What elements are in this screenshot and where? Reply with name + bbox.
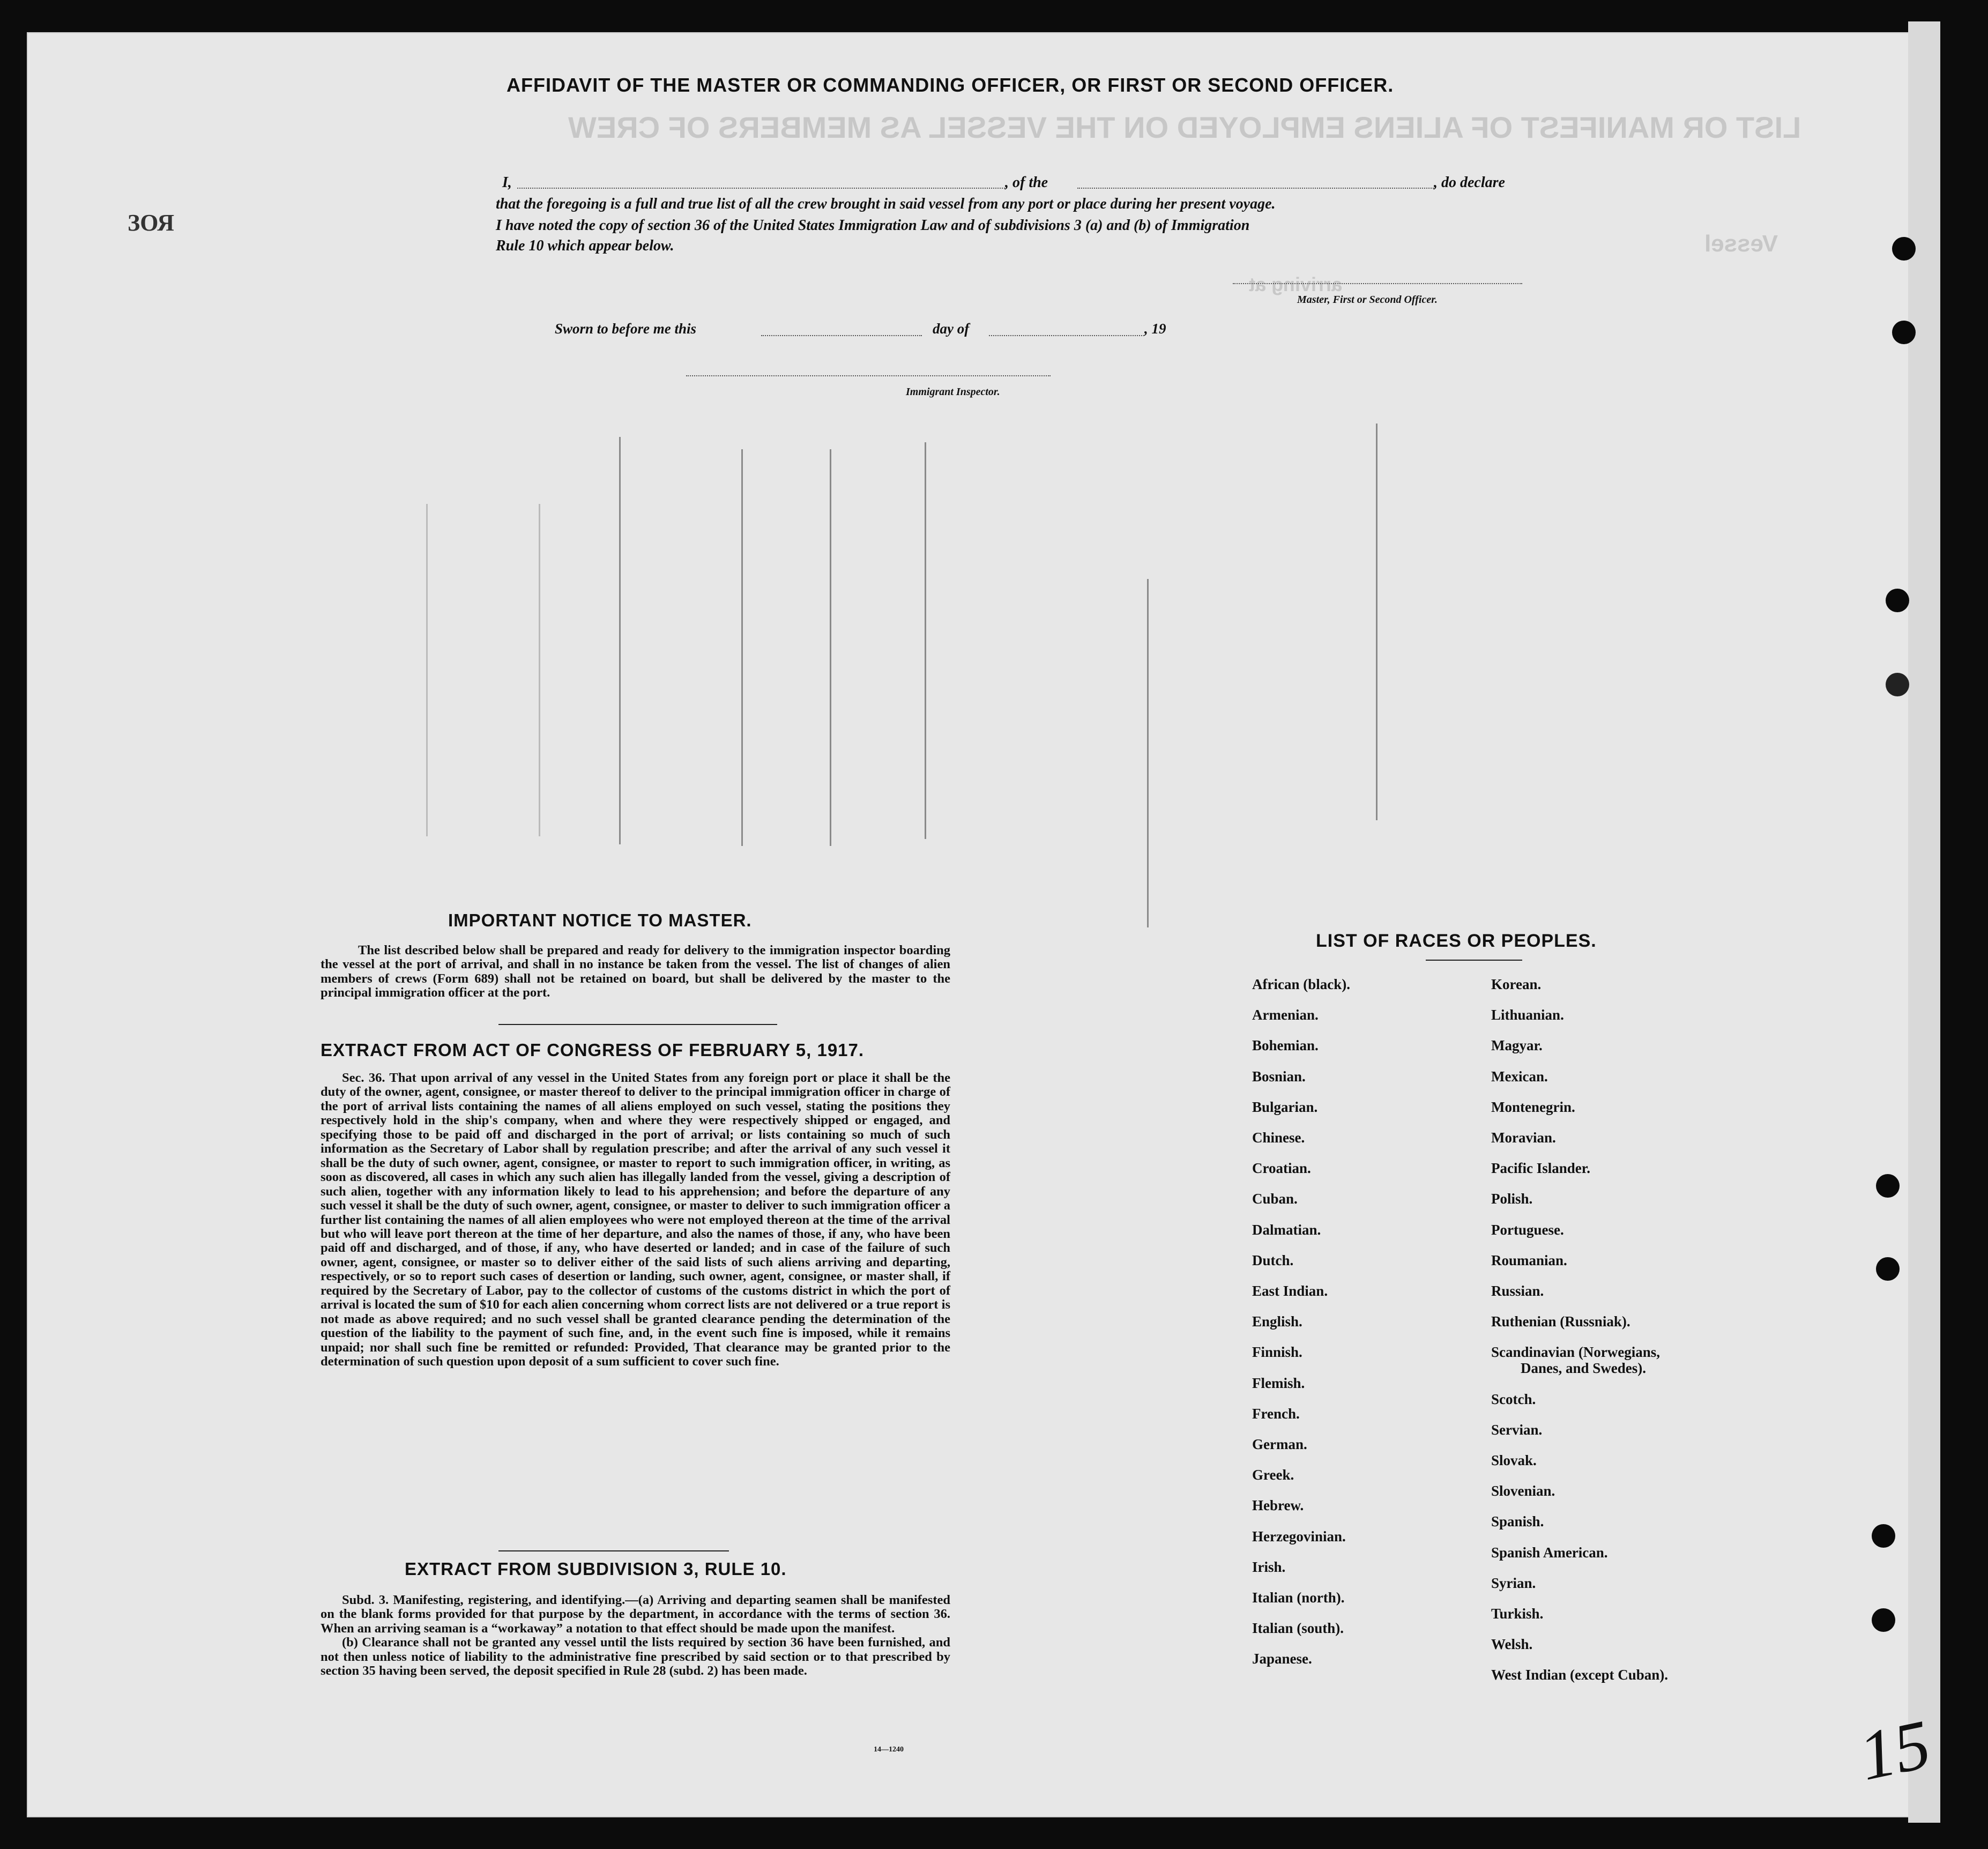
race-item: Irish. <box>1252 1558 1286 1575</box>
ghost-column-line <box>1376 424 1378 820</box>
race-item: Bulgarian. <box>1252 1098 1318 1115</box>
affidavit-line1-mid: , of the <box>1005 174 1048 191</box>
divider <box>1426 960 1522 961</box>
race-item: Bosnian. <box>1252 1068 1306 1085</box>
race-item: Magyar. <box>1491 1037 1543 1054</box>
extract1-title: EXTRACT FROM ACT OF CONGRESS OF FEBRUARY 5, 1917. <box>321 1040 865 1060</box>
race-item: Spanish American. <box>1491 1544 1608 1561</box>
sworn-prefix: Sworn to before me this <box>555 321 697 337</box>
affidavit-line3: I have noted the copy of section 36 of the United States Immigration Law and of subdivisions 3 (a) and (b) of Immigration <box>496 217 1250 234</box>
race-item: German. <box>1252 1436 1307 1452</box>
race-item: Greek. <box>1252 1467 1294 1483</box>
affidavit-line4: Rule 10 which appear below. <box>496 237 674 254</box>
race-item: English. <box>1252 1313 1302 1330</box>
race-item: Finnish. <box>1252 1344 1302 1361</box>
race-item: Dutch. <box>1252 1252 1294 1268</box>
punch-hole <box>1876 1257 1900 1281</box>
race-item: Scandinavian (Norwegians, <box>1491 1344 1661 1361</box>
race-item: Herzegovinian. <box>1252 1528 1346 1544</box>
sheet-edge <box>1908 21 1940 1823</box>
race-item: West Indian (except Cuban). <box>1491 1667 1669 1683</box>
ghost-manifest-title: LIST OR MANIFEST OF ALIENS EMPLOYED ON THE VESSEL AS MEMBERS OF CREW <box>568 110 1801 144</box>
race-item: Mexican. <box>1491 1068 1548 1085</box>
affidavit-line1-end: , do declare <box>1434 174 1505 191</box>
race-item: Polish. <box>1491 1191 1533 1207</box>
race-item: Welsh. <box>1491 1636 1533 1653</box>
punch-hole <box>1872 1608 1895 1632</box>
race-item: Armenian. <box>1252 1007 1319 1023</box>
race-item: Bohemian. <box>1252 1037 1319 1054</box>
divider <box>498 1550 729 1551</box>
ghost-column-line <box>830 449 831 846</box>
race-item: Chinese. <box>1252 1130 1305 1146</box>
race-item: Croatian. <box>1252 1160 1311 1177</box>
ghost-stamp: ЗОЯ <box>128 210 175 236</box>
punch-hole <box>1892 237 1916 261</box>
ghost-column-line <box>925 442 926 839</box>
races-title: LIST OF RACES OR PEOPLES. <box>1316 931 1597 951</box>
race-item: Ruthenian (Russniak). <box>1491 1313 1630 1330</box>
race-item: Pacific Islander. <box>1491 1160 1590 1177</box>
affidavit-line1-prefix: I, <box>502 174 512 191</box>
vessel-blank[interactable] <box>1077 188 1434 189</box>
race-item: Italian (north). <box>1252 1590 1345 1606</box>
page-number: 15 <box>1852 1705 1937 1795</box>
race-item: Russian. <box>1491 1283 1544 1299</box>
extract2-para-a: Subd. 3. Manifesting, registering, and identifying.—(a) Arriving and departing seamen shall be manifested on the blank forms provided for that purpose by the department, in accordance with the terms of section 36. When an arriving seaman is a “workaway” a notation to that effect should be made upon the manifest. <box>321 1593 950 1636</box>
race-item: Roumanian. <box>1491 1252 1567 1268</box>
race-item: Danes, and Swedes). <box>1521 1360 1647 1377</box>
ghost-vessel-label: Vessel <box>1704 231 1778 257</box>
race-item: Hebrew. <box>1252 1497 1304 1514</box>
punch-hole <box>1892 321 1916 344</box>
race-item: Flemish. <box>1252 1375 1305 1391</box>
sworn-date-blank[interactable] <box>761 335 922 336</box>
sworn-year: , 19 <box>1144 321 1166 337</box>
notice-body: The list described below shall be prepared and ready for delivery to the immigration inspector boarding the vessel at the port of arrival, and shall in no instance be taken from the vessel. The list of changes of alien members of crews (Form 689) shall not be retained on board, but shall be delivered by the master to the principal immigration officer at the port. <box>321 943 950 1000</box>
divider <box>498 1024 777 1025</box>
ghost-column-line <box>619 437 621 844</box>
race-item: Moravian. <box>1491 1130 1556 1146</box>
sworn-day-label: day of <box>933 321 970 337</box>
race-item: Cuban. <box>1252 1191 1298 1207</box>
ghost-arriving-label: arriving at <box>1249 273 1343 295</box>
race-item: Syrian. <box>1491 1575 1536 1591</box>
ghost-column-line <box>1147 579 1149 927</box>
race-item: Scotch. <box>1491 1391 1536 1407</box>
punch-hole <box>1886 589 1909 612</box>
race-item: Montenegrin. <box>1491 1098 1575 1115</box>
race-item: French. <box>1252 1405 1300 1422</box>
race-item: Spanish. <box>1491 1513 1544 1530</box>
race-item: Korean. <box>1491 976 1542 992</box>
ghost-column-line <box>426 504 428 836</box>
race-item: Dalmatian. <box>1252 1221 1321 1238</box>
punch-hole <box>1876 1174 1900 1198</box>
master-caption: Master, First or Second Officer. <box>1297 294 1438 306</box>
race-item: Japanese. <box>1252 1651 1312 1667</box>
extract2-para-b: (b) Clearance shall not be granted any vessel until the lists required by section 36 have been furnished, and not then unless notice of liability to the administrative fine prescribed by said section or to that prescribed by section 35 having been served, the deposit specified in Rule 28 (subd. 2) has been made. <box>321 1635 950 1679</box>
ghost-column-line <box>741 449 743 846</box>
race-item: Italian (south). <box>1252 1620 1344 1637</box>
race-item: Lithuanian. <box>1491 1007 1564 1023</box>
extract2-body <box>321 1593 950 1679</box>
race-item: East Indian. <box>1252 1283 1328 1299</box>
race-item: Portuguese. <box>1491 1221 1564 1238</box>
sworn-month-blank[interactable] <box>989 335 1144 336</box>
race-item: Servian. <box>1491 1421 1543 1438</box>
form-number: 14—1240 <box>874 1746 904 1754</box>
notice-title: IMPORTANT NOTICE TO MASTER. <box>448 910 752 930</box>
name-blank[interactable] <box>517 188 1005 189</box>
extract2-title: EXTRACT FROM SUBDIVISION 3, RULE 10. <box>405 1559 787 1579</box>
punch-hole <box>1872 1524 1895 1548</box>
master-signature-line[interactable] <box>1233 283 1522 284</box>
extract1-body: Sec. 36. That upon arrival of any vessel in the United States from any foreign port or place it shall be the duty of the owner, agent, consignee, or master thereof to deliver to the principal immigration officer in charge of the port of arrival lists containing the names of all aliens employed on such vessel, stating the positions they respectively hold in the ship's company, when and where they were respectively shipped or engaged, and specifying those to be paid off and discharged in the port of arrival; or lists containing so much of such information as the Secretary of Labor shall by regulation prescribe; and after the arrival of any such vessel it shall be the duty of such owner, agent, consignee, or master to report to such immigration officer, in writing, as soon as discovered, all cases in which any such alien has illegally landed from the vessel, giving a description of such alien, together with any information likely to lead to his apprehension; and before the departure of any such vessel it shall be the duty of such owner, agent, consignee, or master to deliver to such immigration officer a further list containing the names of all alien employees who were not employed thereon at the time of the arrival but who will leave port thereon at the time of her departure, and also the names of those, if any, who have been paid off and discharged, and of those, if any, who have deserted or landed; and in case of the failure of such owner, agent, consignee, or master so to deliver either of the said lists of such aliens arriving and departing, respectively, or so to report such cases of desertion or landing, such owner, agent, consignee, or master shall, if required by the Secretary of Labor, pay to the collector of customs of the customs district in which the port of arrival is located the sum of $10 for each alien concerning whom correct lists are not delivered or a true report is not made as above required; and no such vessel shall be granted clearance pending the determination of the question of the liability to the payment of such fine, and, in the event such fine is imposed, while it remains unpaid; nor shall such fine be remitted or refunded: Provided, That clearance may be granted prior to the determination of such question upon deposit of a sum sufficient to cover such fine. <box>321 1071 950 1369</box>
affidavit-line2: that the foregoing is a full and true list of all the crew brought in said vessel from any port or place during her present voyage. <box>496 196 1276 212</box>
inspector-signature-line[interactable] <box>686 375 1051 376</box>
affidavit-title: AFFIDAVIT OF THE MASTER OR COMMANDING OFFICER, OR FIRST OR SECOND OFFICER. <box>507 74 1394 96</box>
race-item: African (black). <box>1252 976 1350 992</box>
race-item: Slovenian. <box>1491 1483 1555 1499</box>
race-item: Turkish. <box>1491 1606 1544 1622</box>
punch-hole <box>1886 673 1909 696</box>
ghost-column-line <box>539 504 540 836</box>
race-item: Slovak. <box>1491 1452 1537 1468</box>
inspector-caption: Immigrant Inspector. <box>906 386 1000 398</box>
manifest-sheet <box>27 32 1935 1817</box>
